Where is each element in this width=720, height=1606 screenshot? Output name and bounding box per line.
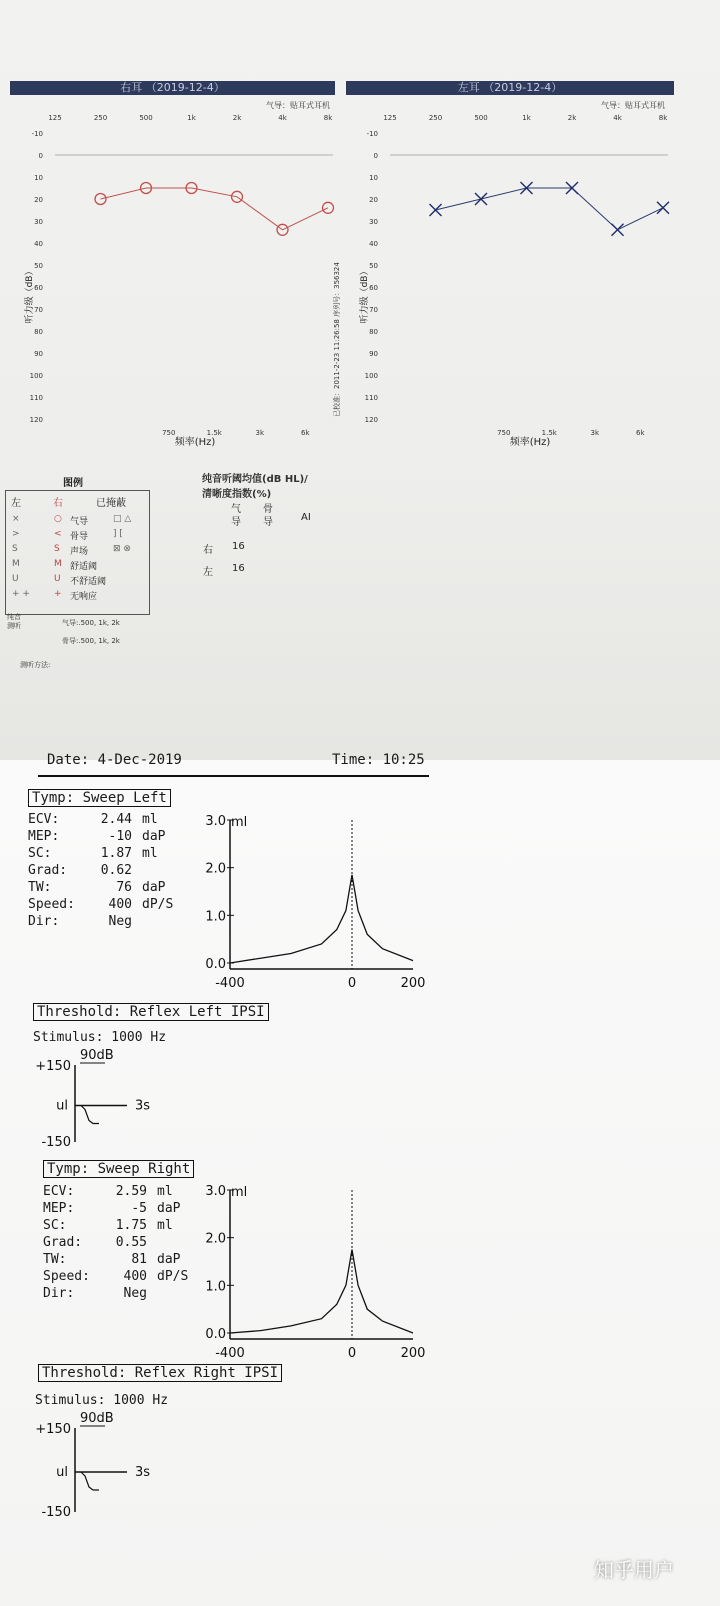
pta-col-ai: AI: [301, 512, 311, 523]
freq-label-top: 1k: [187, 114, 196, 122]
tymp-param-row: [43, 1252, 180, 1267]
legend-label: 骨导: [70, 532, 89, 542]
param-unit: ml: [142, 846, 158, 861]
param-value: 1.75: [115, 1218, 147, 1233]
tymp-param-row: [28, 863, 142, 878]
legend-label: 无响应: [70, 592, 98, 602]
param-label: MEP:: [28, 829, 60, 844]
test-method-label: 测听方法:: [20, 661, 51, 669]
param-label: ECV:: [43, 1184, 75, 1199]
pta-col-bone: 骨 导: [263, 504, 273, 528]
legend-header-masked: 已掩蔽: [96, 498, 126, 509]
pta-left-air-value: 16: [232, 563, 245, 574]
param-unit: dP/S: [157, 1269, 189, 1284]
freq-label-top: 125: [383, 114, 397, 122]
param-unit: daP: [142, 829, 166, 844]
tymp-param-row: [43, 1184, 173, 1199]
reflex-left-graph: [30, 1045, 170, 1150]
pure-tone-label: 纯音测听: [7, 613, 21, 630]
freq-label-bottom: 6k: [300, 429, 310, 437]
y-tick-label: 2.0: [205, 1231, 226, 1247]
x-tick-label: -400: [215, 976, 245, 991]
tymp-param-row: [28, 914, 142, 929]
legend-right-symbol: ○: [54, 514, 62, 524]
y-tick-label: 0.0: [205, 957, 226, 972]
freq-label-top: 2k: [232, 114, 242, 122]
threshold-line: [101, 188, 329, 230]
param-value: 400: [123, 1269, 147, 1284]
tymp-right-graph: [185, 1178, 435, 1363]
db-tick-label: 90: [369, 350, 378, 358]
param-unit: ml: [157, 1184, 173, 1199]
freq-label-bottom: 3k: [590, 429, 600, 437]
print-date: Date: 4-Dec-2019: [47, 752, 182, 768]
right-ear-header: [10, 81, 335, 95]
freq-label-top: 1k: [522, 114, 531, 122]
db-tick-label: 10: [369, 174, 378, 182]
y-tick-label: 3.0: [205, 1184, 226, 1199]
db-tick-label: 40: [34, 240, 43, 248]
reflex-left-header: Threshold: Reflex Left IPSI: [33, 1003, 269, 1021]
tymp-left-graph: [185, 808, 435, 993]
db-tick-label: 40: [369, 240, 378, 248]
db-tick-label: 110: [364, 394, 378, 402]
reflex-right-header: Threshold: Reflex Right IPSI: [38, 1364, 282, 1382]
print-time: Time: 10:25: [332, 752, 425, 768]
db-tick-label: 110: [29, 394, 43, 402]
reflex-ul-label: ul: [56, 1465, 68, 1480]
db-tick-label: 30: [34, 218, 43, 226]
db-tick-label: 70: [34, 306, 43, 314]
db-tick-label: -10: [31, 130, 43, 138]
param-value: Neg: [108, 914, 132, 929]
freq-label-top: 8k: [658, 114, 668, 122]
param-value: 1.87: [100, 846, 132, 861]
tymp-param-row: [43, 1235, 157, 1250]
air-conduction-marker: [475, 193, 487, 205]
date-underline: [38, 775, 429, 777]
legend-left-symbol: ×: [12, 514, 20, 524]
y-unit-label: ml: [231, 1185, 248, 1200]
reflex-time-label: 3s: [135, 1098, 151, 1114]
freq-label-bottom: 1.5k: [206, 429, 222, 437]
param-value: Neg: [123, 1286, 147, 1301]
param-label: Dir:: [28, 914, 60, 929]
legend-label: 声场: [70, 547, 89, 557]
reflex-trace: [81, 1106, 99, 1124]
db-tick-label: 0: [373, 152, 378, 160]
param-unit: daP: [157, 1201, 181, 1216]
left-ear-title: 左耳 （2019-12-4）: [457, 81, 563, 94]
left-ear-header: [346, 81, 674, 95]
reflex-plus-label: +150: [35, 1059, 71, 1074]
tymp-param-row: [28, 880, 165, 895]
param-label: Grad:: [43, 1235, 83, 1250]
air-conduction-marker: [430, 204, 442, 216]
reflex-db-label: 90dB: [80, 1048, 114, 1063]
y-tick-label: 0.0: [205, 1327, 226, 1342]
param-value: -10: [108, 829, 132, 844]
reflex-left-stimulus: Stimulus: 1000 Hz: [33, 1030, 167, 1045]
freq-label-bottom: 750: [497, 429, 511, 437]
freq-label-bottom: 750: [162, 429, 176, 437]
tymp-param-row: [43, 1201, 180, 1216]
tymp-param-row: [43, 1286, 157, 1301]
pta-left-label: 左: [203, 567, 213, 578]
param-unit: daP: [157, 1252, 181, 1267]
freq-label-bottom: 1.5k: [541, 429, 557, 437]
db-tick-label: -10: [366, 130, 378, 138]
param-label: Grad:: [28, 863, 68, 878]
param-unit: dP/S: [142, 897, 174, 912]
y-tick-label: 1.0: [205, 909, 226, 925]
legend-right-symbol: <: [54, 529, 62, 539]
param-label: SC:: [43, 1218, 67, 1233]
freq-label-top: 4k: [613, 114, 622, 122]
db-tick-label: 120: [29, 416, 43, 424]
left-transducer-label: 气导：贴耳式耳机: [601, 101, 665, 110]
param-unit: ml: [157, 1218, 173, 1233]
db-tick-label: 30: [369, 218, 378, 226]
y-tick-label: 2.0: [205, 861, 226, 877]
freq-label-bottom: 3k: [255, 429, 265, 437]
freq-label-top: 2k: [567, 114, 577, 122]
pta-right-label: 右: [203, 545, 213, 556]
legend-left-symbol: S: [12, 544, 18, 554]
tymp-left-header: Tymp: Sweep Left: [28, 789, 171, 807]
y-tick-label: 1.0: [205, 1279, 226, 1295]
x-tick-label: 0: [347, 1346, 357, 1361]
freq-label-top: 4k: [278, 114, 287, 122]
reflex-time-label: 3s: [135, 1465, 151, 1480]
y-axis-label: 听力级（dB）: [360, 266, 370, 324]
y-unit-label: ml: [231, 815, 248, 830]
y-tick-label: 3.0: [205, 814, 226, 829]
tymp-param-row: [28, 812, 158, 827]
reflex-ul-label: ul: [56, 1098, 68, 1114]
right-ear-title: 右耳 （2019-12-4）: [120, 81, 225, 94]
pta-subtitle: 清晰度指数(%): [202, 489, 272, 500]
legend-title: 图例: [63, 478, 83, 489]
param-label: ECV:: [28, 812, 60, 827]
reflex-minus-label: -150: [41, 1135, 71, 1150]
tymp-param-row: [28, 829, 165, 844]
x-tick-label: 0: [347, 976, 357, 991]
legend-masked-symbol: □ △: [113, 514, 132, 524]
db-tick-label: 10: [34, 174, 43, 182]
legend-right-symbol: U: [54, 574, 61, 584]
db-tick-label: 0: [38, 152, 43, 160]
param-value: -5: [131, 1201, 147, 1216]
db-tick-label: 20: [369, 196, 378, 204]
db-tick-label: 60: [369, 284, 378, 292]
legend-header-left: 左: [11, 498, 21, 509]
db-tick-label: 90: [34, 350, 43, 358]
y-axis-label: 听力级（dB）: [25, 266, 35, 324]
pta-title: 纯音听阈均值(dB HL)/: [202, 474, 308, 485]
freq-label-bottom: 6k: [635, 429, 645, 437]
param-unit: daP: [142, 880, 166, 895]
freq-label-top: 250: [428, 114, 443, 122]
freq-label-top: 500: [474, 114, 488, 122]
db-tick-label: 80: [34, 328, 43, 336]
air-conduction-marker: [657, 202, 669, 214]
param-value: 0.62: [100, 863, 132, 878]
legend-box: [5, 490, 150, 615]
db-tick-label: 70: [369, 306, 378, 314]
legend-left-symbol: >: [12, 529, 20, 539]
db-tick-label: 100: [29, 372, 43, 380]
tymp-param-row: [28, 897, 173, 912]
tympanogram-curve: [230, 875, 413, 963]
pta-col-air: 气 导: [231, 504, 241, 528]
legend-header-right: 右: [53, 498, 63, 509]
param-label: SC:: [28, 846, 52, 861]
watermark: 知乎用户: [594, 1558, 674, 1582]
calibration-note: 已校准：2011-2-23 11:26:58 序列号：356324: [333, 262, 341, 417]
param-value: 76: [116, 880, 132, 895]
x-tick-label: -400: [215, 1346, 245, 1361]
legend-masked-symbol: ⊠ ⊗: [113, 544, 131, 554]
legend-right-symbol: M: [54, 559, 62, 569]
right-ear-audiogram: [10, 110, 350, 455]
legend-label: 气导: [70, 517, 89, 527]
reflex-right-stimulus: Stimulus: 1000 Hz: [35, 1393, 169, 1408]
tymp-right-header: Tymp: Sweep Right: [43, 1160, 194, 1178]
param-value: 400: [108, 897, 132, 912]
pta-right-air-value: 16: [232, 541, 245, 552]
reflex-db-label: 90dB: [80, 1411, 114, 1426]
reflex-right-graph: [30, 1408, 170, 1520]
tymp-param-row: [43, 1269, 188, 1284]
freq-label-top: 8k: [323, 114, 333, 122]
freq-label-top: 500: [139, 114, 153, 122]
legend-left-symbol: U: [12, 574, 19, 584]
x-tick-label: 200: [400, 1346, 426, 1361]
db-tick-label: 20: [34, 196, 43, 204]
param-value: 0.55: [115, 1235, 147, 1250]
left-ear-audiogram: [345, 110, 685, 455]
db-tick-label: 80: [369, 328, 378, 336]
x-tick-label: 200: [400, 976, 426, 991]
tymp-param-row: [28, 846, 158, 861]
legend-left-symbol: + +: [12, 589, 30, 599]
param-label: MEP:: [43, 1201, 75, 1216]
param-unit: ml: [142, 812, 158, 827]
db-tick-label: 60: [34, 284, 43, 292]
param-label: Dir:: [43, 1286, 75, 1301]
param-value: 81: [131, 1252, 147, 1267]
legend-right-symbol: S: [54, 544, 60, 554]
x-axis-label: 频率(Hz): [509, 437, 551, 448]
freq-label-top: 125: [48, 114, 62, 122]
tymp-param-row: [43, 1218, 173, 1233]
reflex-minus-label: -150: [41, 1505, 71, 1520]
db-tick-label: 50: [34, 262, 43, 270]
db-tick-label: 120: [364, 416, 378, 424]
legend-left-symbol: M: [12, 559, 20, 569]
param-value: 2.44: [100, 812, 132, 827]
legend-label: 不舒适阈: [70, 577, 107, 587]
param-label: Speed:: [43, 1269, 90, 1284]
param-label: TW:: [28, 880, 52, 895]
x-axis-label: 频率(Hz): [174, 437, 216, 448]
param-label: Speed:: [28, 897, 75, 912]
air-average-label: 气导:.500, 1k, 2k: [62, 619, 120, 627]
legend-masked-symbol: ] [: [113, 529, 123, 539]
bone-average-label: 骨导:.500, 1k, 2k: [62, 637, 120, 645]
air-conduction-marker: [612, 224, 624, 236]
db-tick-label: 50: [369, 262, 378, 270]
reflex-trace: [81, 1472, 99, 1490]
legend-right-symbol: +: [54, 589, 62, 599]
freq-label-top: 250: [93, 114, 108, 122]
threshold-line: [436, 188, 664, 230]
right-transducer-label: 气导：贴耳式耳机: [266, 101, 330, 110]
reflex-plus-label: +150: [35, 1422, 71, 1437]
param-label: TW:: [43, 1252, 67, 1267]
param-value: 2.59: [115, 1184, 147, 1199]
legend-label: 舒适阈: [70, 562, 98, 572]
db-tick-label: 100: [364, 372, 378, 380]
tympanogram-curve: [230, 1250, 413, 1333]
